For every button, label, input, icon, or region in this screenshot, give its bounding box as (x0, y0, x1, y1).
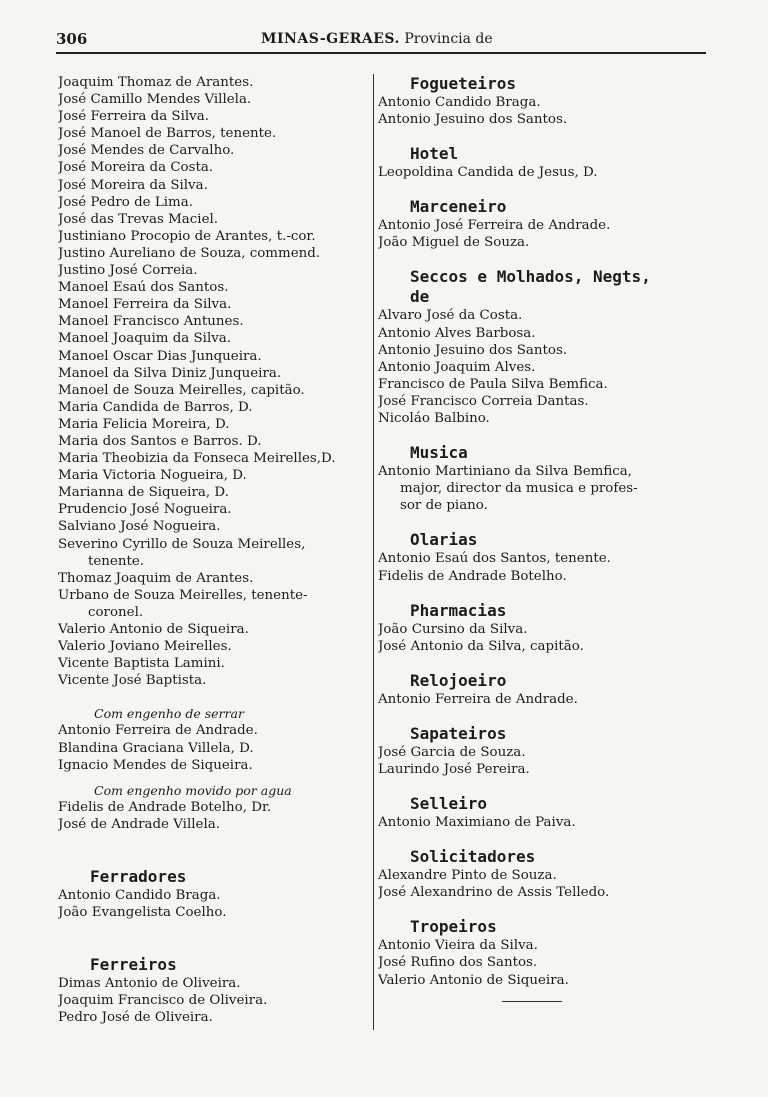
list-item: Antonio José Ferreira de Andrade. (378, 218, 611, 234)
section-heading-fogueteiros: Fogueteiros (410, 74, 516, 93)
list-item-continuation: coronel. (88, 604, 144, 620)
list-item: Maria Candida de Barros, D. (58, 399, 253, 415)
list-item: Antonio Candido Braga. (58, 888, 221, 904)
section-subheading-serrar: Com engenho de serrar (94, 706, 244, 722)
list-item: Antonio Esaú dos Santos, tenente. (378, 551, 611, 567)
section-heading-solicitadores: Solicitadores (410, 847, 536, 867)
name-list (58, 74, 372, 689)
page-title-sub: Provincia de (404, 31, 493, 47)
section-heading-marceneiro: Marceneiro (410, 197, 507, 217)
list-item: José de Andrade Villela. (58, 816, 220, 832)
page-title-main: MINAS-GERAES. (261, 31, 400, 47)
list-item: Manoel Ferreira da Silva. (58, 297, 232, 313)
list-item: Marianna de Siqueira, D. (58, 485, 229, 501)
list-item: João Miguel de Souza. (378, 235, 530, 251)
list-item: Francisco de Paula Silva Bemfica. (378, 376, 608, 392)
list-item: Manoel de Souza Meirelles, capitão. (58, 382, 305, 398)
list-item: José Antonio da Silva, capitão. (378, 638, 584, 654)
list-item: Valerio Joviano Meirelles. (58, 639, 232, 655)
list-item: Justiniano Procopio de Arantes, t.-cor. (58, 228, 316, 244)
list-item: Valerio Antonio de Siqueira. (58, 622, 249, 637)
section-heading-relojoeiro: Relojoeiro (410, 670, 507, 690)
list-item: Antonio Jesuino dos Santos. (378, 342, 568, 358)
list-item: Ignacio Mendes de Siqueira. (58, 757, 253, 773)
section-heading-sapateiros: Sapateiros (410, 723, 507, 743)
list-item: José Camillo Mendes Villela. (58, 92, 252, 108)
list-item: Alexandre Pinto de Souza. (378, 868, 557, 884)
list-item: Manoel Francisco Antunes. (58, 314, 244, 330)
section-heading-ferradores: Ferradores (90, 867, 187, 887)
list-item-continuation: major, director da musica e profes- (400, 481, 638, 497)
list-item: João Evangelista Coelho. (58, 905, 227, 921)
list-item: Fidelis de Andrade Botelho, Dr. (58, 799, 272, 815)
list-item: José das Trevas Maciel. (58, 211, 219, 227)
list-item: Antonio Alves Barbosa. (378, 325, 536, 341)
list-item: José Moreira da Silva. (58, 177, 208, 193)
list-item: Prudencio José Nogueira. (58, 502, 232, 518)
list-item: Dimas Antonio de Oliveira. (58, 976, 241, 992)
column-divider (373, 74, 374, 1030)
list-item: José Manoel de Barros, tenente. (58, 126, 277, 142)
section-heading-olarias: Olarias (410, 530, 478, 550)
page-header (56, 30, 706, 54)
list-item: José Garcia de Souza. (378, 744, 526, 760)
list-item: Maria Theobizia da Fonseca Meirelles,D. (58, 451, 336, 467)
list-item: José Rufino dos Santos. (378, 955, 538, 971)
list-item: José Moreira da Costa. (58, 160, 214, 176)
section-heading-tropeiros: Tropeiros (410, 917, 497, 937)
right-column (378, 74, 678, 1002)
list-item: Manoel da Silva Diniz Junqueira. (58, 365, 282, 381)
list-item: José Alexandrino de Assis Telledo. (378, 885, 610, 901)
page-title (261, 31, 493, 47)
list-item: José Pedro de Lima. (58, 194, 193, 210)
list-item: Vicente José Baptista. (58, 673, 207, 689)
list-item: José Francisco Correia Dantas. (378, 393, 589, 409)
list-item: Laurindo José Pereira. (378, 761, 530, 777)
section-heading-hotel: Hotel (410, 144, 459, 164)
list-item: Fidelis de Andrade Botelho. (378, 568, 567, 584)
list-item: José Mendes de Carvalho. (58, 143, 235, 159)
list-item: Urbano de Souza Meirelles, tenente- (58, 587, 308, 603)
list-item-continuation: sor de piano. (400, 498, 488, 514)
list-item: Antonio Martiniano da Silva Bemfica, (378, 464, 633, 480)
left-column (58, 74, 372, 1027)
page-number: 306 (56, 30, 88, 48)
list-item: Antonio Vieira da Silva. (378, 938, 538, 954)
list-item: Antonio Ferreira de Andrade. (378, 691, 578, 707)
list-item: Nicoláo Balbino. (378, 411, 490, 427)
section-heading-seccos: Seccos e Molhados, Negts, de (410, 267, 651, 307)
list-item: Antonio Ferreira de Andrade. (58, 723, 258, 739)
list-item: Joaquim Thomaz de Arantes. (58, 75, 254, 90)
list-item: Severino Cyrillo de Souza Meirelles, (58, 536, 306, 552)
section-heading-selleiro: Selleiro (410, 794, 488, 814)
list-item: Valerio Antonio de Siqueira. (378, 972, 569, 988)
list-item: Joaquim Francisco de Oliveira. (58, 993, 268, 1009)
list-item: Maria Victoria Nogueira, D. (58, 468, 247, 484)
list-item: Leopoldina Candida de Jesus, D. (378, 165, 598, 181)
list-item: Salviano José Nogueira. (58, 519, 221, 535)
list-item: Blandina Graciana Villela, D. (58, 740, 254, 756)
list-item: José Ferreira da Silva. (58, 109, 209, 125)
list-item: Pedro José de Oliveira. (58, 1010, 213, 1026)
list-item: Alvaro José da Costa. (378, 308, 523, 324)
section-heading-ferreiros: Ferreiros (90, 955, 177, 975)
end-rule (502, 1001, 562, 1002)
list-item-continuation: tenente. (88, 553, 145, 569)
list-item: Antonio Jesuino dos Santos. (378, 112, 568, 128)
list-item: Antonio Joaquim Alves. (378, 359, 536, 375)
list-item: Antonio Maximiano de Paiva. (378, 815, 576, 831)
list-item: Justino José Correia. (58, 263, 198, 279)
section-heading-musica: Musica (410, 443, 468, 463)
list-item: Manoel Oscar Dias Junqueira. (58, 348, 262, 364)
list-item: Thomaz Joaquim de Arantes. (58, 570, 254, 586)
list-item: João Cursino da Silva. (378, 621, 528, 637)
section-heading-pharmacias: Pharmacias (410, 600, 507, 620)
list-item: Justino Aureliano de Souza, commend. (58, 245, 321, 261)
list-item: Maria dos Santos e Barros. D. (58, 433, 262, 449)
list-item: Maria Felicia Moreira, D. (58, 416, 230, 432)
section-subheading-agua: Com engenho movido por agua (94, 782, 292, 798)
list-item: Antonio Candido Braga. (378, 95, 541, 110)
list-item: Manoel Joaquim da Silva. (58, 331, 232, 347)
list-item: Manoel Esaú dos Santos. (58, 280, 229, 296)
list-item: Vicente Baptista Lamini. (58, 656, 225, 672)
